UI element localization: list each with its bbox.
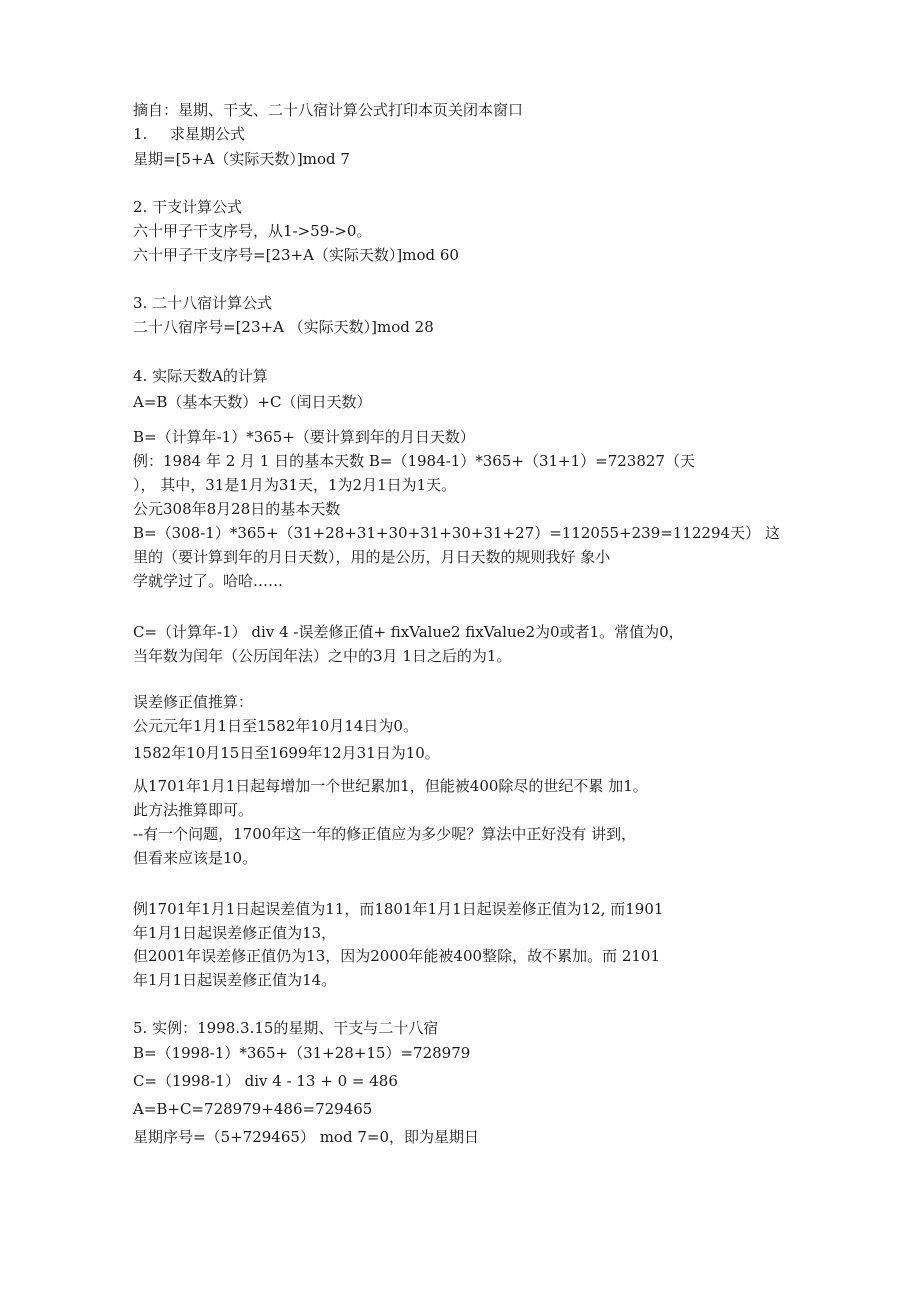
example-weekday-result: 星期序号=（5+729465） mod 7=0，即为星期日 xyxy=(133,1128,479,1146)
source-line: 摘自：星期、干支、二十八宿计算公式打印本页关闭本窗口 xyxy=(133,101,524,119)
example-308-line3: 学就学过了。哈哈…… xyxy=(133,572,284,590)
section-5-heading: 5. 实例：1998.3.15的星期、干支与二十八宿 xyxy=(133,1019,439,1037)
section-1-number: 1. xyxy=(133,125,148,143)
correction-question-line2: 但看来应该是10。 xyxy=(133,849,258,867)
correction-heading: 误差修正值推算： xyxy=(133,693,254,711)
example-308-title: 公元308年8月28日的基本天数 xyxy=(133,500,341,518)
correction-example-line1: 例1701年1月1日起误差值为11，而1801年1月1日起误差修正值为12, 而1901 xyxy=(133,900,664,918)
b-formula: B=（计算年-1）*365+（要计算到年的月日天数） xyxy=(133,428,475,446)
correction-example-line3: 但2001年误差修正值仍为13，因为2000年能被400整除，故不累加。而 2101 xyxy=(133,947,661,965)
correction-example-line4: 年1月1日起误差修正值为14。 xyxy=(133,971,337,989)
example-b-value: B=（1998-1）*365+（31+28+15）=728979 xyxy=(133,1044,471,1062)
weekday-formula: 星期=[5+A（实际天数）]mod 7 xyxy=(133,150,350,168)
correction-question-line1: --有一个问题，1700年这一年的修正值应为多少呢？算法中正好没有 讲到， xyxy=(133,825,637,843)
correction-rule-3-line2: 此方法推算即可。 xyxy=(133,801,254,819)
section-1-heading xyxy=(133,124,245,146)
example-1984-line2: ）， 其中，31是1月为31天，1为2月1日为1天。 xyxy=(133,476,457,494)
example-308-line2: 里的（要计算到年的月日天数），用的是公历，月日天数的规则我好 象小 xyxy=(133,548,611,566)
example-c-value: C=（1998-1） div 4 - 13 + 0 = 486 xyxy=(133,1072,398,1090)
c-formula-line2: 当年数为闰年（公历闰年法）之中的3月 1日之后的为1。 xyxy=(133,647,512,665)
correction-example-line2: 年1月1日起误差修正值为13， xyxy=(133,924,337,942)
section-1-title: 求星期公式 xyxy=(170,125,246,143)
example-1984-line1: 例：1984 年 2 月 1 日的基本天数 B=（1984-1）*365+（31+1）=723827（天 xyxy=(133,452,695,470)
section-2-heading: 2. 干支计算公式 xyxy=(133,198,243,216)
a-formula: A=B（基本天数）+C（闰日天数） xyxy=(133,393,372,411)
mansion-formula: 二十八宿序号=[23+A （实际天数）]mod 28 xyxy=(133,318,434,336)
correction-rule-2: 1582年10月15日至1699年12月31日为10。 xyxy=(133,744,440,762)
ganzhi-formula: 六十甲子干支序号=[23+A（实际天数）]mod 60 xyxy=(133,246,459,264)
c-formula-line1: C=（计算年-1） div 4 -误差修正值+ fixValue2 fixValue2为0或者1。常值为0， xyxy=(133,623,684,641)
section-4-heading: 4. 实际天数A的计算 xyxy=(133,367,268,385)
correction-rule-1: 公元元年1月1日至1582年10月14日为0。 xyxy=(133,717,418,735)
ganzhi-range: 六十甲子干支序号，从1->59->0。 xyxy=(133,222,372,240)
example-a-value: A=B+C=728979+486=729465 xyxy=(133,1100,373,1118)
example-308-line1: B=（308-1）*365+（31+28+31+30+31+30+31+27）=112055+239=112294天） 这 xyxy=(133,524,780,542)
correction-rule-3-line1: 从1701年1月1日起每增加一个世纪累加1，但能被400除尽的世纪不累 加1。 xyxy=(133,777,648,795)
section-3-heading: 3. 二十八宿计算公式 xyxy=(133,294,273,312)
